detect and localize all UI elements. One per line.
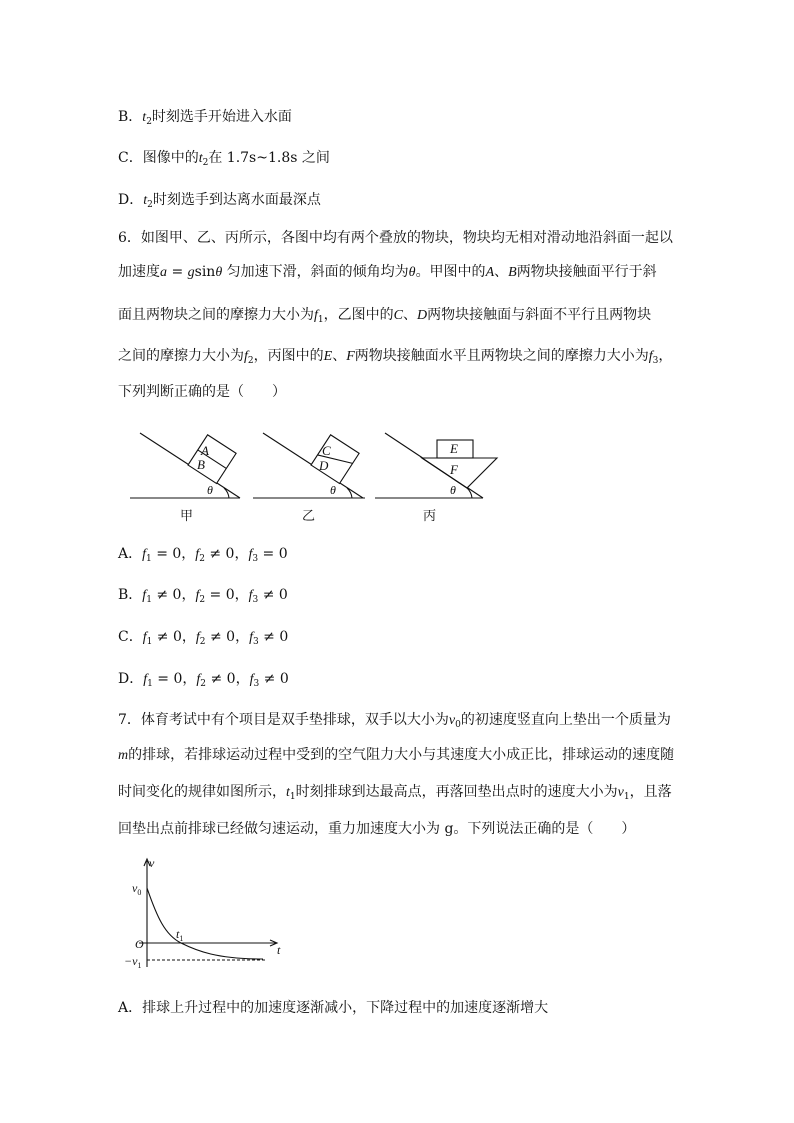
fig-caption-jia: 甲	[180, 508, 194, 523]
graph-v0-label: $v_0$	[132, 881, 142, 897]
fig-label-f: F	[450, 462, 458, 477]
fig-theta-yi: θ	[330, 483, 336, 497]
fig-label-d: D	[319, 458, 329, 473]
q6-line1: 6．如图甲、乙、丙所示，各图中均有两个叠放的物块，物块均无相对滑动地沿斜面一起以	[118, 230, 673, 246]
graph-t1-label: $t_1$	[176, 927, 184, 943]
fig-theta-bing: θ	[450, 483, 456, 497]
q6-option-a: A．$f_1 = 0$，$f_2 \ne 0$，$f_3 = 0$	[118, 546, 288, 564]
fig-label-c: C	[322, 443, 331, 458]
q6-option-d: D．$f_1 = 0$，$f_2 \ne 0$，$f_3 \ne 0$	[118, 671, 289, 689]
graph-t-label: t	[277, 943, 281, 957]
graph-origin-label: O	[135, 937, 144, 951]
q6-line5: 下列判断正确的是（ ）	[118, 384, 286, 400]
fig-label-b: B	[197, 457, 205, 472]
q6-option-c: C．$f_1 \ne 0$，$f_2 \ne 0$，$f_3 \ne 0$	[118, 629, 289, 647]
option-d-prev: D．$t_2$时刻选手到达离水面最深点	[118, 192, 321, 210]
graph-curve	[147, 888, 263, 959]
q6-option-b: B．$f_1 \ne 0$，$f_2 = 0$，$f_3 \ne 0$	[118, 587, 288, 605]
q6-line2: 加速度a = gsinθ 匀加速下滑，斜面的倾角均为θ。甲图中的A、B两物块接触面平行于斜	[118, 264, 657, 280]
q6-line4: 之间的摩擦力大小为$f_2$，丙图中的E、F两物块接触面水平且两物块之间的摩擦力大小为$f_3$，	[118, 348, 673, 366]
fig-caption-bing: 丙	[423, 508, 437, 523]
fig-label-e: E	[450, 441, 458, 456]
fig-label-a: A	[201, 443, 209, 458]
q7-option-a: A．排球上升过程中的加速度逐渐减小，下降过程中的加速度逐渐增大	[118, 1000, 549, 1016]
q7-line2: m的排球，若排球运动过程中受到的空气阻力大小与其速度大小成正比，排球运动的速度随	[118, 747, 675, 763]
graph-v-label: v	[149, 856, 155, 870]
q7-line4: 回垫出点前排球已经做匀速运动，重力加速度大小为 g。下列说法正确的是（ ）	[118, 821, 636, 837]
q7-vt-graph	[115, 855, 295, 980]
fig-caption-yi: 乙	[302, 508, 316, 523]
fig-theta-jia: θ	[207, 483, 213, 497]
q6-figures	[125, 425, 525, 525]
option-c-prev: C．图像中的$t_2$在 1.7s~1.8s 之间	[118, 150, 330, 168]
q7-line3: 时间变化的规律如图所示，$t_1$时刻排球到达最高点，再落回垫出点时的速度大小为$v_1$，且落	[118, 784, 672, 802]
q7-line1: 7．体育考试中有个项目是双手垫排球，双手以大小为$v_0$的初速度竖直向上垫出一个质量为	[118, 712, 671, 730]
q6-line3: 面且两物块之间的摩擦力大小为$f_1$，乙图中的C、D两物块接触面与斜面不平行且两物块	[118, 307, 652, 325]
graph-neg-v1-label: $-v_1$	[124, 954, 142, 970]
option-b-prev: B．$t_2$时刻选手开始进入水面	[118, 109, 292, 127]
